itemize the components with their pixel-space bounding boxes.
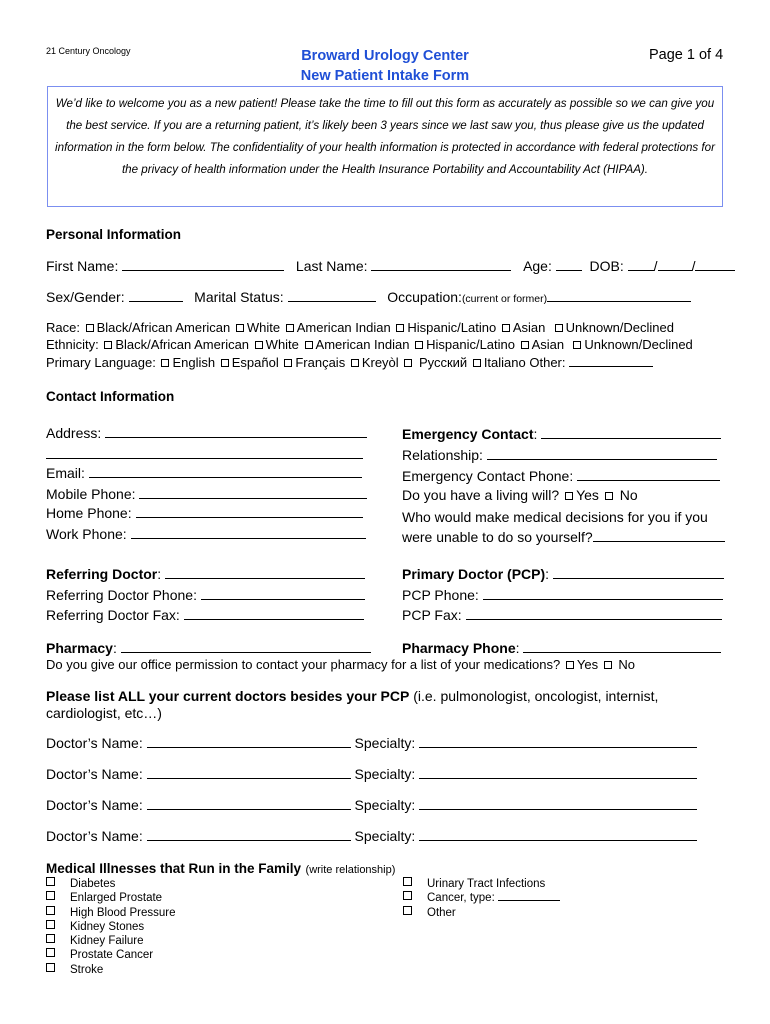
checkbox[interactable] [286, 324, 294, 332]
ethnicity-label: Ethnicity: [46, 337, 99, 352]
ethnicity-option: Asian [531, 337, 565, 352]
pcp-fax-row [402, 607, 722, 623]
checkbox[interactable] [473, 359, 481, 367]
family-list-left [46, 877, 175, 977]
checkbox[interactable] [566, 661, 574, 669]
email-field[interactable] [89, 465, 362, 478]
family-heading-bold: Medical Illnesses that Run in the Family [46, 861, 302, 876]
checkbox[interactable] [161, 359, 169, 367]
emergency-phone-label: Emergency Contact Phone: [402, 468, 574, 484]
race-label: Race: [46, 320, 80, 335]
occupation-label: Occupation: [387, 289, 462, 305]
doctor-row [46, 735, 697, 751]
relationship-row [402, 447, 717, 463]
checkbox[interactable] [521, 341, 529, 349]
illness-label: Stroke [70, 963, 104, 976]
first-name-label: First Name: [46, 258, 119, 274]
specialty-label: Specialty: [354, 735, 416, 751]
ethnicity-option: Black/African American [115, 337, 250, 352]
list-item [403, 891, 560, 905]
email-label: Email: [46, 465, 85, 481]
home-label: Home Phone: [46, 505, 132, 521]
pcp-phone-row [402, 587, 723, 603]
decisions-label-line1: Who would make medical decisions for you if you [402, 509, 708, 525]
list-item [46, 877, 175, 891]
doctors-heading-bold: Please list ALL your current doctors besides your PCP [46, 688, 410, 704]
decisions-field[interactable] [593, 529, 725, 542]
family-heading [46, 860, 395, 878]
pharmacy-field[interactable] [121, 640, 371, 653]
illness-label: High Blood Pressure [70, 906, 176, 919]
race-option: Unknown/Declined [565, 320, 675, 335]
language-option: Italiano [483, 355, 526, 370]
pharmacy-label: Pharmacy [46, 640, 113, 656]
family-list-right [403, 877, 560, 920]
emergency-field[interactable] [541, 426, 721, 439]
name-row: First Name: Last Name: Age: DOB: / / [46, 258, 735, 274]
referring-fax-label: Referring Doctor Fax: [46, 607, 180, 623]
ethnicity-option: White [265, 337, 299, 352]
doctors-heading-line2: cardiologist, etc…) [46, 705, 162, 721]
primary-doctor-label: Primary Doctor (PCP) [402, 566, 546, 582]
race-option: American Indian [296, 320, 391, 335]
work-label: Work Phone: [46, 526, 127, 542]
primary-doctor-row: Primary Doctor (PCP): [402, 566, 724, 582]
doctor-name-field[interactable] [147, 735, 351, 748]
doctor-name-field[interactable] [147, 828, 351, 841]
list-item [46, 948, 175, 962]
referring-doctor-label: Referring Doctor [46, 566, 158, 582]
referring-doctor-field[interactable] [165, 566, 365, 579]
dob-month-field[interactable] [628, 258, 654, 271]
age-label: Age: [523, 258, 552, 274]
checkbox[interactable] [46, 948, 55, 957]
ethnicity-row [46, 337, 693, 352]
pharmacy-phone-field[interactable] [523, 640, 721, 653]
language-option: English [172, 355, 216, 370]
yes-option: Yes [576, 487, 599, 503]
dob-day-field[interactable] [658, 258, 692, 271]
address-row [46, 425, 367, 441]
personal-info-heading: Personal Information [46, 227, 182, 242]
checkbox[interactable] [396, 324, 404, 332]
checkbox[interactable] [502, 324, 510, 332]
emergency-row: Emergency Contact: [402, 426, 721, 442]
checkbox[interactable] [605, 492, 613, 500]
referring-fax-row [46, 607, 364, 623]
checkbox[interactable] [415, 341, 423, 349]
pcp-phone-label: PCP Phone: [402, 587, 479, 603]
checkbox[interactable] [46, 920, 55, 929]
ethnicity-option: American Indian [315, 337, 410, 352]
no-option: No [619, 487, 638, 503]
language-other-label: Other: [529, 355, 566, 370]
doctor-name-label: Doctor’s Name: [46, 735, 143, 751]
work-field[interactable] [131, 526, 366, 539]
emergency-label: Emergency Contact [402, 426, 534, 442]
pcp-fax-field[interactable] [466, 607, 722, 620]
occupation-note: (current or former) [461, 293, 548, 305]
checkbox[interactable] [46, 877, 55, 886]
relationship-field[interactable] [487, 447, 717, 460]
illness-label: Prostate Cancer [70, 949, 154, 962]
language-option: Français [295, 355, 346, 370]
organization-name: 21 Century Oncology [46, 46, 131, 56]
pharmacy-row: Pharmacy: [46, 640, 371, 656]
checkbox[interactable] [351, 359, 359, 367]
mobile-label: Mobile Phone: [46, 486, 136, 502]
illness-label: Kidney Failure [70, 935, 144, 948]
doctors-heading-rest: (i.e. pulmonologist, oncologist, internist, [409, 688, 659, 704]
list-item [46, 934, 175, 948]
list-item [403, 906, 560, 920]
work-row [46, 526, 366, 542]
sex-label: Sex/Gender: [46, 289, 125, 305]
living-will-label: Do you have a living will? [402, 487, 560, 503]
checkbox[interactable] [46, 963, 55, 972]
relationship-label: Relationship: [402, 447, 483, 463]
sex-marital-row [46, 289, 691, 305]
list-item [403, 877, 560, 891]
home-row [46, 505, 363, 521]
pharmacy-permission-row [46, 657, 635, 672]
doctor-name-field[interactable] [147, 797, 351, 810]
emergency-phone-field[interactable] [577, 468, 720, 481]
address-field[interactable] [105, 425, 367, 438]
contact-info-heading: Contact Information [46, 389, 175, 404]
list-item [46, 963, 175, 977]
address-line-2-field[interactable] [46, 446, 363, 459]
occupation-field[interactable] [547, 289, 691, 302]
illness-label: Kidney Stones [70, 920, 145, 933]
checkbox[interactable] [573, 341, 581, 349]
dob-year-field[interactable] [695, 258, 735, 271]
specialty-field[interactable] [419, 735, 697, 748]
referring-doctor-row: Referring Doctor: [46, 566, 365, 582]
no-option: No [618, 657, 635, 672]
doctor-row [46, 797, 697, 813]
age-field[interactable] [556, 258, 582, 271]
intro-box: We’d like to welcome you as a new patient! Please take the time to fill out this form as accurately as possible so we can give you the best service. If you are a returning patient, it’s likely been 3 years since we last saw you, thus please give us the updated information in the form below. The confidentiality of your health information is protected in accordance with federal protections for the privacy of health information under the Health Insurance Portability and Accountability Act (HIPAA). [47, 86, 723, 207]
checkbox[interactable] [46, 906, 55, 915]
pharmacy-permission-label: Do you give our office permission to contact your pharmacy for a list of your medications? [46, 657, 561, 672]
checkbox[interactable] [555, 324, 563, 332]
mobile-field[interactable] [139, 486, 367, 499]
yes-option: Yes [576, 657, 599, 672]
form-title: Broward Urology Center [301, 48, 469, 64]
sex-field[interactable] [129, 289, 183, 302]
checkbox[interactable] [604, 661, 612, 669]
pcp-phone-field[interactable] [483, 587, 723, 600]
illness-label: Diabetes [70, 878, 116, 890]
checkbox[interactable] [104, 341, 112, 349]
illness-label: Other [427, 906, 456, 919]
referring-fax-field[interactable] [184, 607, 364, 620]
checkbox[interactable] [403, 877, 412, 886]
doctors-heading [46, 688, 658, 704]
address-label: Address: [46, 425, 102, 441]
ethnicity-option: Hispanic/Latino [426, 337, 515, 352]
pcp-fax-label: PCP Fax: [402, 607, 462, 623]
last-name-field[interactable] [371, 258, 511, 271]
checkbox[interactable] [305, 341, 313, 349]
dob-label: DOB: [589, 258, 624, 274]
form-subtitle: New Patient Intake Form [300, 68, 470, 84]
specialty-label: Specialty: [354, 766, 416, 782]
living-will-row [402, 487, 638, 503]
checkbox[interactable] [404, 359, 412, 367]
checkbox[interactable] [403, 906, 412, 915]
family-heading-note: (write relationship) [305, 864, 396, 876]
language-other-field[interactable] [569, 354, 653, 367]
first-name-field[interactable] [122, 258, 284, 271]
specialty-label: Specialty: [354, 797, 416, 813]
checkbox[interactable] [565, 492, 573, 500]
list-item [46, 906, 175, 920]
marital-field[interactable] [288, 289, 376, 302]
checkbox[interactable] [255, 341, 263, 349]
illness-label: Enlarged Prostate [70, 892, 163, 905]
referring-phone-row [46, 587, 365, 603]
specialty-field[interactable] [419, 828, 697, 841]
primary-doctor-field[interactable] [553, 566, 724, 579]
language-option: Русский [418, 355, 468, 370]
doctor-name-label: Doctor’s Name: [46, 828, 143, 844]
pharmacy-phone-row: Pharmacy Phone: [402, 640, 721, 656]
checkbox[interactable] [284, 359, 292, 367]
language-row [46, 354, 653, 370]
specialty-field[interactable] [419, 766, 697, 779]
home-field[interactable] [136, 505, 363, 518]
language-label: Primary Language: [46, 355, 156, 370]
last-name-label: Last Name: [295, 258, 368, 274]
checkbox[interactable] [403, 891, 412, 900]
checkbox[interactable] [86, 324, 94, 332]
race-row [46, 320, 674, 335]
email-row [46, 465, 362, 481]
language-option: Español [231, 355, 279, 370]
checkbox[interactable] [221, 359, 229, 367]
race-option: Asian [512, 320, 546, 335]
illness-label: Urinary Tract Infections [427, 878, 546, 890]
specialty-label: Specialty: [354, 828, 416, 844]
language-option: Kreyòl [361, 355, 399, 370]
doctor-name-label: Doctor’s Name: [46, 797, 143, 813]
emergency-phone-row [402, 468, 720, 484]
specialty-field[interactable] [419, 797, 697, 810]
decisions-row [402, 529, 725, 545]
cancer-type-field[interactable] [498, 891, 560, 901]
marital-label: Marital Status: [194, 289, 284, 305]
illness-label: Cancer, type: [427, 892, 495, 905]
race-option: White [246, 320, 281, 335]
doctor-row [46, 828, 697, 844]
referring-phone-label: Referring Doctor Phone: [46, 587, 197, 603]
ethnicity-option: Unknown/Declined [584, 337, 693, 352]
pharmacy-phone-label: Pharmacy Phone [402, 640, 516, 656]
checkbox[interactable] [46, 891, 55, 900]
checkbox[interactable] [46, 934, 55, 943]
mobile-row [46, 486, 367, 502]
page-indicator: Page 1 of 4 [649, 47, 724, 63]
doctor-name-label: Doctor’s Name: [46, 766, 143, 782]
referring-phone-field[interactable] [201, 587, 365, 600]
race-option: Black/African American [96, 320, 231, 335]
doctor-name-field[interactable] [147, 766, 351, 779]
race-option: Hispanic/Latino [407, 320, 497, 335]
list-item [46, 920, 175, 934]
decisions-label-line2: were unable to do so yourself? [402, 529, 593, 545]
checkbox[interactable] [236, 324, 244, 332]
list-item [46, 891, 175, 905]
doctor-row [46, 766, 697, 782]
